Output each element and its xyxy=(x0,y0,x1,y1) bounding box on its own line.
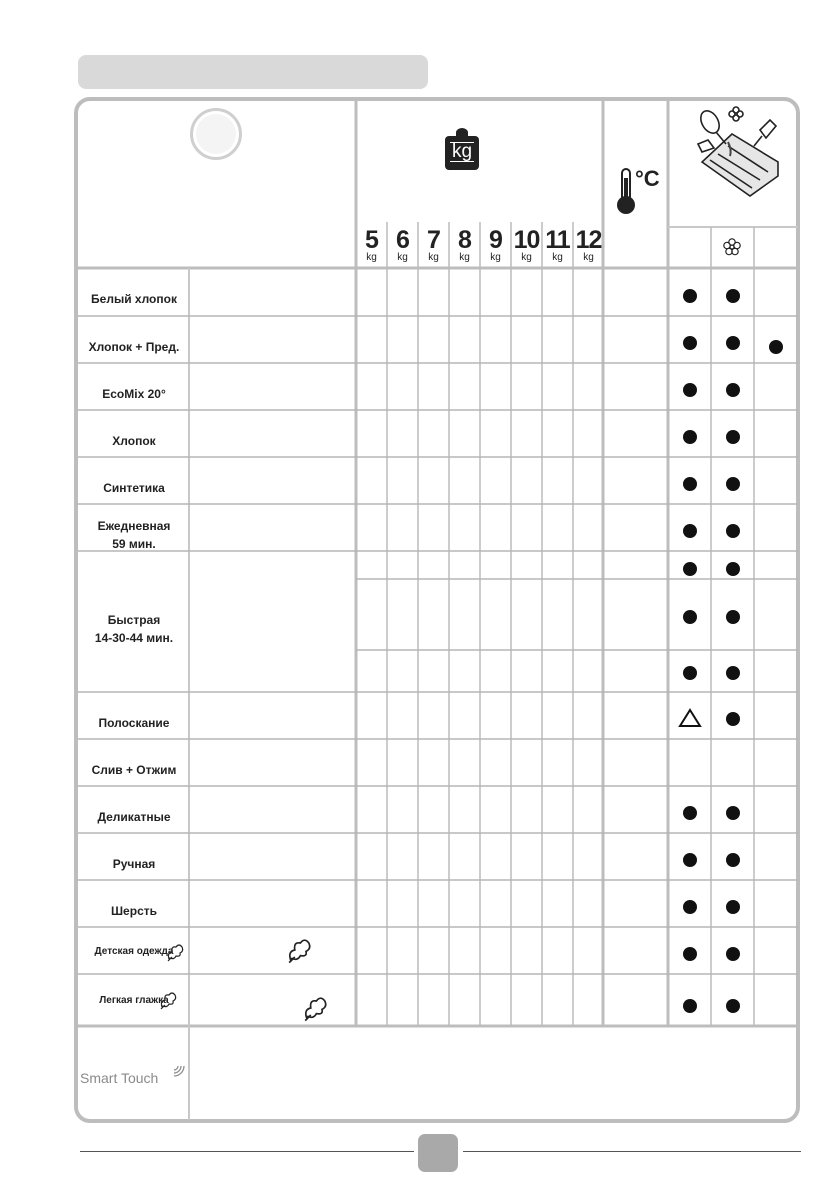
load-capacity-unit: kg xyxy=(366,252,377,263)
compartment-dot xyxy=(683,666,697,680)
program-label: Синтетика xyxy=(103,480,165,495)
compartment-dot xyxy=(683,336,697,350)
compartment-dot xyxy=(726,712,740,726)
compartment-dot xyxy=(726,336,740,350)
program-dial-icon xyxy=(190,108,242,160)
compartment-dot xyxy=(683,853,697,867)
section-title-bar xyxy=(78,55,428,89)
nfc-signal-icon xyxy=(172,1064,186,1078)
program-label: Хлопок xyxy=(112,433,156,448)
compartment-dot xyxy=(683,562,697,576)
program-label: Быстрая 14-30-44 мин. xyxy=(94,612,174,645)
load-capacity-value: 11 xyxy=(545,226,570,254)
compartment-dot xyxy=(683,610,697,624)
load-capacity-value: 12 xyxy=(575,226,602,254)
compartment-dot xyxy=(683,947,697,961)
program-label: Ежедневная 59 мин. xyxy=(97,518,171,551)
load-capacity-value: 5 xyxy=(365,226,378,254)
load-capacity-value: 8 xyxy=(458,226,471,254)
program-label: Шерсть xyxy=(111,903,157,918)
compartment-dot xyxy=(726,610,740,624)
steam-icon xyxy=(302,994,328,1022)
load-capacity-value: 9 xyxy=(489,226,502,254)
compartment-dot xyxy=(683,430,697,444)
program-label: Белый хлопок xyxy=(91,292,177,306)
compartment-dot xyxy=(683,999,697,1013)
program-label: Слив + Отжим xyxy=(91,762,177,777)
compartment-dot xyxy=(683,383,697,397)
load-capacity-unit: kg xyxy=(521,252,532,263)
weight-icon: kg xyxy=(445,128,479,170)
compartment-dot xyxy=(683,477,697,491)
thermometer-icon xyxy=(616,168,636,214)
load-capacity-unit: kg xyxy=(397,252,408,263)
compartment-dot xyxy=(726,666,740,680)
program-label: Легкая глажка xyxy=(99,995,169,1006)
load-capacity-value: 6 xyxy=(396,226,409,254)
page-number-tab xyxy=(418,1134,458,1172)
compartment-dot xyxy=(726,853,740,867)
smart-touch-label: Smart Touch xyxy=(80,1070,159,1086)
steam-icon xyxy=(286,936,312,964)
compartment-dot xyxy=(726,289,740,303)
program-label: Ручная xyxy=(112,856,156,871)
compartment-dot xyxy=(726,383,740,397)
compartment-dot xyxy=(726,900,740,914)
detergent-drawer-icon xyxy=(688,104,780,200)
compartment-dot xyxy=(726,806,740,820)
softener-flower-icon xyxy=(721,236,743,258)
compartment-dot xyxy=(726,562,740,576)
program-label: EcoMix 20° xyxy=(102,386,166,401)
load-capacity-value: 7 xyxy=(427,226,440,254)
load-capacity-unit: kg xyxy=(490,252,501,263)
program-label: Детская одежда xyxy=(94,945,174,957)
load-capacity-unit: kg xyxy=(428,252,439,263)
compartment-dot xyxy=(683,524,697,538)
temperature-unit: °C xyxy=(635,166,660,191)
compartment-dot xyxy=(726,430,740,444)
load-capacity-unit: kg xyxy=(552,252,563,263)
triangle-marker xyxy=(678,708,702,728)
footer-rule-left xyxy=(80,1151,414,1152)
compartment-dot xyxy=(726,947,740,961)
compartment-dot xyxy=(683,806,697,820)
compartment-dot xyxy=(769,340,783,354)
steam-icon xyxy=(166,942,184,962)
steam-icon xyxy=(159,990,177,1010)
program-label: Полоскание xyxy=(98,715,170,730)
load-capacity-unit: kg xyxy=(459,252,470,263)
compartment-dot xyxy=(726,999,740,1013)
program-label: Деликатные xyxy=(97,809,171,824)
compartment-dot xyxy=(726,524,740,538)
load-capacity-unit: kg xyxy=(583,252,594,263)
compartment-dot xyxy=(683,289,697,303)
footer-rule-right xyxy=(463,1151,801,1152)
program-label: Хлопок + Пред. xyxy=(88,339,180,354)
load-capacity-value: 10 xyxy=(513,226,540,254)
compartment-dot xyxy=(726,477,740,491)
compartment-dot xyxy=(683,900,697,914)
